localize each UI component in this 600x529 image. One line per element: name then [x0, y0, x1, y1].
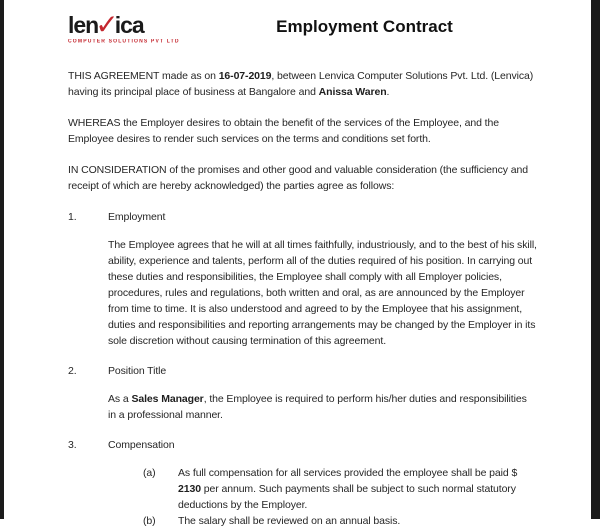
position-name: Sales Manager	[131, 393, 204, 406]
section-heading-row	[68, 437, 537, 453]
section-number: 1.	[68, 211, 77, 224]
logo-tagline: COMPUTER SOLUTIONS PVT LTD	[68, 39, 180, 45]
section-number: 2.	[68, 365, 77, 378]
consideration-paragraph: IN CONSIDERATION of the promises and other good and valuable consideration (the sufficiency and receipt of which are hereby acknowledged) the parties agree as follows:	[68, 164, 528, 193]
employee-name: Anissa Waren	[318, 86, 387, 99]
section-compensation	[68, 437, 537, 529]
section-employment	[68, 209, 537, 349]
intro-text: , between Lenvica Computer Solutions Pvt. Ltd. (Lenvica) having its principal place of business at Bangalore and	[68, 70, 534, 99]
subitem-label: (b)	[143, 515, 156, 528]
salary-amount: 2130	[178, 483, 201, 496]
section-heading: Position Title	[108, 365, 167, 378]
intro-text: THIS AGREEMENT made as on	[68, 70, 219, 83]
list-item-a	[143, 465, 537, 513]
section-position-title-text	[108, 391, 537, 423]
section-position-title	[68, 363, 537, 423]
lenvica-logo	[68, 8, 192, 46]
subitem-a-text	[178, 465, 537, 513]
section-number: 3.	[68, 439, 77, 452]
compensation-text: per annum. Such payments shall be subject to such normal statutory deductions by the Employer.	[178, 483, 516, 512]
page-title: Employment Contract	[276, 17, 453, 36]
lenvica-logo-wordmark	[68, 8, 192, 40]
document-header	[68, 8, 537, 46]
whereas-paragraph: WHEREAS the Employer desires to obtain the benefit of the services of the Employee, and the Employee desires to render such services on the terms and conditions set forth.	[68, 117, 499, 146]
section-employment-text: The Employee agrees that he will at all times faithfully, industriously, and to the best of his skill, ability, experience and talents, perform all of the duties required of his position. In carrying out these duties and responsibilities, the Employee shall comply with all Employer policies, procedures, rules and regulations, both written and oral, as are announced by the Employer from time to time. It is also understood and agreed to by the Employee that his assignment, duties and responsibilities and reporting arrangements may be changed by the Employer in its sole discretion without causing termination of this agreement.	[108, 239, 537, 348]
section-heading-row	[68, 363, 537, 379]
position-text: , the Employee is required to perform his/her duties and responsibilities in a professional manner.	[108, 393, 527, 422]
compensation-subitems	[143, 465, 537, 529]
section-heading-row	[68, 209, 537, 225]
logo-text-pre: len	[68, 12, 99, 38]
contract-page	[4, 0, 591, 528]
agreement-intro-paragraph	[68, 68, 537, 100]
position-text: As a	[108, 393, 132, 406]
logo-text-post: ica	[114, 12, 144, 38]
section-heading: Employment	[108, 211, 166, 224]
intro-text: .	[386, 86, 390, 99]
contract-body	[68, 68, 537, 529]
section-heading: Compensation	[108, 439, 175, 452]
compensation-text: As full compensation for all services provided the employee shall be paid $	[178, 467, 518, 480]
subitem-label: (a)	[143, 467, 156, 480]
viewer-edge-right	[591, 0, 600, 519]
list-item-b	[143, 513, 537, 529]
checkmark-icon: ✓	[95, 8, 118, 41]
agreement-date: 16-07-2019	[218, 70, 272, 83]
subitem-b-text: The salary shall be reviewed on an annual basis.	[178, 515, 401, 528]
